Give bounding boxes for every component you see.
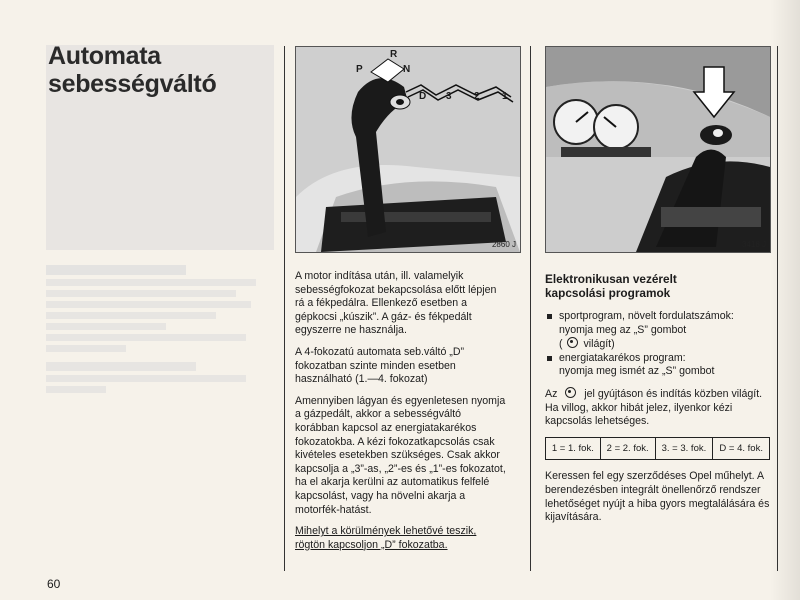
- section-title: [545, 272, 770, 300]
- middle-column-text: [295, 270, 507, 552]
- table-row: [546, 437, 770, 460]
- gear-cell-2: 2 = 2. fok.: [600, 437, 655, 460]
- economy-line-2: nyomja meg ismét az „S” gombot: [559, 365, 715, 378]
- gear-cell-1: 1 = 1. fok.: [546, 437, 601, 460]
- list-item-economy: [545, 352, 770, 379]
- page-number: 60: [47, 577, 61, 591]
- paragraph-3: Amennyiben lágyan és egyenletesen nyomja a gázpedált, akkor a sebességváltó korábban kapcsol az energiatakarékos fokozatokba. A kézi fokozatkapcsolás csak kivételes esetekben szükséges. Csak akkor kapcsolja a „3”-as, „2”-es és „1”-es fokozatot, ha el akarja kerülni az automatikus felfelé kapcsolást, vagy ha növelni akarja a motorfék-hatást.: [295, 394, 506, 516]
- closing-paragraph: Keressen fel egy szerződéses Opel műhelyt. A berendezésben integrált önellenőrző rendszer lehetőséget nyújt a hiba gyors megtalálására és kijavítására.: [545, 470, 770, 524]
- gear-cell-d: D = 4. fok.: [713, 437, 770, 460]
- sport-line-3-text: világít): [583, 338, 615, 351]
- gear-lever-illustration: [296, 47, 520, 252]
- shift-label-n: N: [403, 64, 411, 75]
- dashboard-illustration: [546, 47, 770, 252]
- list-item-sport: [545, 310, 770, 352]
- gear-mapping-table: [545, 437, 770, 461]
- section-title-line-2: kapcsolási programok: [545, 286, 671, 300]
- column-divider-2: [530, 46, 531, 571]
- page-title-text: Automata sebességváltó: [48, 42, 217, 98]
- recommendation-line-1: Mihelyt a körülmények lehetővé teszik,: [295, 525, 477, 538]
- paragraph-1: A motor indítása után, ill. valamelyik sebességfokozat bekapcsolása előtt lépjen rá a fékpedálra. Ellenkező esetben a gépkocsi „kúszik”. A gáz- és fékpedált egyszerre ne használja.: [295, 270, 497, 337]
- sport-line-3: ( világít): [559, 338, 615, 351]
- indicator-text-before: Az: [545, 387, 558, 400]
- shift-label-1: 1: [502, 91, 508, 102]
- right-column-text: [545, 272, 770, 533]
- shift-label-r: R: [390, 49, 398, 60]
- gear-cell-3: 3. = 3. fok.: [655, 437, 713, 460]
- column-divider-1: [284, 46, 285, 571]
- page-binding-shadow: [770, 0, 800, 600]
- program-list: [545, 310, 770, 379]
- paragraph-2: A 4-fokozatú automata seb.váltó „D” fokozatban szinte minden esetben használható (1.—4. fokozat): [295, 345, 464, 386]
- s-program-icon: [565, 387, 576, 398]
- economy-line-1: energiatakarékos program:: [559, 351, 686, 364]
- column-divider-3: [777, 46, 778, 571]
- indicator-text-after: jel gyújtáson és indítás közben világít. Ha villog, akkor hibát jelez, ilyenkor kézi kapcsolás lehetséges.: [545, 387, 763, 428]
- section-title-line-1: Elektronikusan vezérelt: [545, 272, 677, 286]
- recommendation-line-2: rögtön kapcsoljon „D” fokozatba.: [295, 538, 448, 551]
- figure-code-right: 3418 J: [741, 240, 766, 249]
- indicator-paragraph: [545, 387, 770, 429]
- shift-label-p: P: [356, 64, 363, 75]
- shift-label-3: 3: [446, 91, 452, 102]
- page-title: [48, 42, 238, 98]
- sport-line-1: sportprogram, növelt fordulatszámok:: [559, 310, 734, 322]
- gear-lever-figure: [295, 46, 521, 253]
- figure-code-left: 2860 J: [491, 240, 516, 249]
- dashboard-figure: [545, 46, 771, 253]
- bleed-through-text: [46, 265, 274, 465]
- shift-label-d: D: [419, 91, 427, 102]
- shift-label-2: 2: [474, 91, 480, 102]
- sport-line-2: nyomja meg az „S” gombot: [559, 323, 687, 336]
- s-program-icon: [567, 337, 578, 348]
